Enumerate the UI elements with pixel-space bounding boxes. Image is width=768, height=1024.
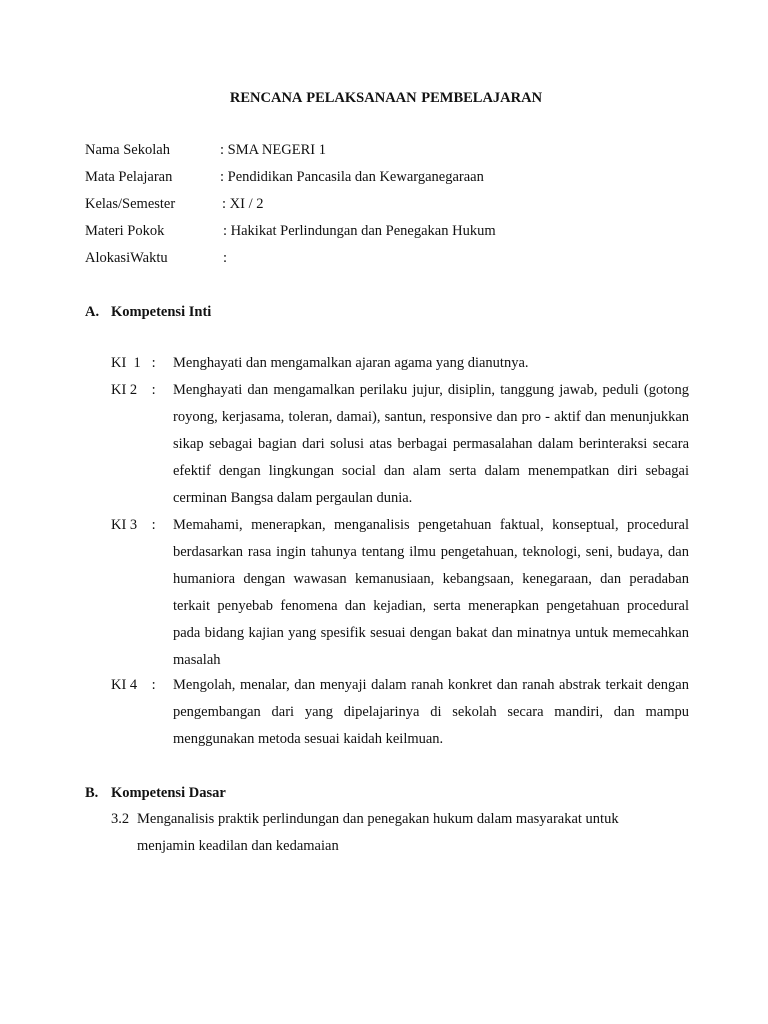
identity-value: : SMA NEGERI 1 xyxy=(220,142,326,158)
section-letter: A. xyxy=(85,304,100,320)
kd-text: Menganalisis praktik perlindungan dan penegakan hukum dalam masyarakat untuk menjamin keadilan dan kedamaian xyxy=(137,811,619,854)
ki-label: KI 1 : xyxy=(111,355,156,371)
identity-value: : xyxy=(223,250,228,266)
identity-value: : XI / 2 xyxy=(222,196,264,212)
ki-item-3 xyxy=(111,512,689,674)
identity-value: : Pendidikan Pancasila dan Kewarganegaraan xyxy=(220,169,484,185)
identity-label: Mata Pelajaran xyxy=(85,169,173,185)
section-title: Kompetensi Inti xyxy=(111,304,212,320)
ki-label: KI 3 : xyxy=(111,517,156,533)
ki-text: Menghayati dan mengamalkan ajaran agama yang dianutnya. xyxy=(173,355,529,371)
kd-number: 3.2 xyxy=(111,811,130,827)
identity-label: Kelas/Semester xyxy=(85,196,176,212)
identity-label: Materi Pokok xyxy=(85,223,165,239)
identity-value: : Hakikat Perlindungan dan Penegakan Hukum xyxy=(223,223,496,239)
identity-label: Nama Sekolah xyxy=(85,142,170,158)
ki-text: Memahami, menerapkan, menganalisis pengetahuan faktual, konseptual, procedural berdasarkan rasa ingin tahunya tentang ilmu pengetahuan, teknologi, seni, budaya, dan humaniora dengan wawasan kemanusiaan, kebangsaan, kenegaraan, dan peradaban terkait penyebab fenomena dan kejadian, serta menerapkan pengetahuan procedural pada bidang kajian yang spesifik sesuai dengan bakat dan minatnya untuk memecahkan masalah xyxy=(173,517,689,668)
section-title: Kompetensi Dasar xyxy=(111,785,226,801)
identity-label: AlokasiWaktu xyxy=(85,250,168,266)
document-title: RENCANA PELAKSANAAN PEMBELAJARAN xyxy=(229,90,543,106)
ki-item-4 xyxy=(111,672,689,753)
ki-item-2 xyxy=(111,377,689,512)
ki-text: Menghayati dan mengamalkan perilaku jujur, disiplin, tanggung jawab, peduli (gotong royong, kerjasama, toleran, damai), santun, responsive dan pro - aktif dan menunjukkan sikap sebagai bagian dari solusi atas berbagai permasalahan dalam berinteraksi secara efektif dengan lingkungan social dan alam serta dalam menempatkan diri sebagai cerminan Bangsa dalam pergaulan dunia. xyxy=(173,382,689,506)
ki-text: Mengolah, menalar, dan menyaji dalam ranah konkret dan ranah abstrak terkait dengan pengembangan dari yang dipelajarinya di sekolah secara mandiri, dan mampu menggunakan metoda sesuai kaidah keilmuan. xyxy=(173,677,689,747)
ki-item-1 xyxy=(111,350,689,377)
kd-item-3-2 xyxy=(111,806,671,860)
section-letter: B. xyxy=(85,785,99,801)
ki-label: KI 4 : xyxy=(111,677,156,693)
ki-label: KI 2 : xyxy=(111,382,156,398)
